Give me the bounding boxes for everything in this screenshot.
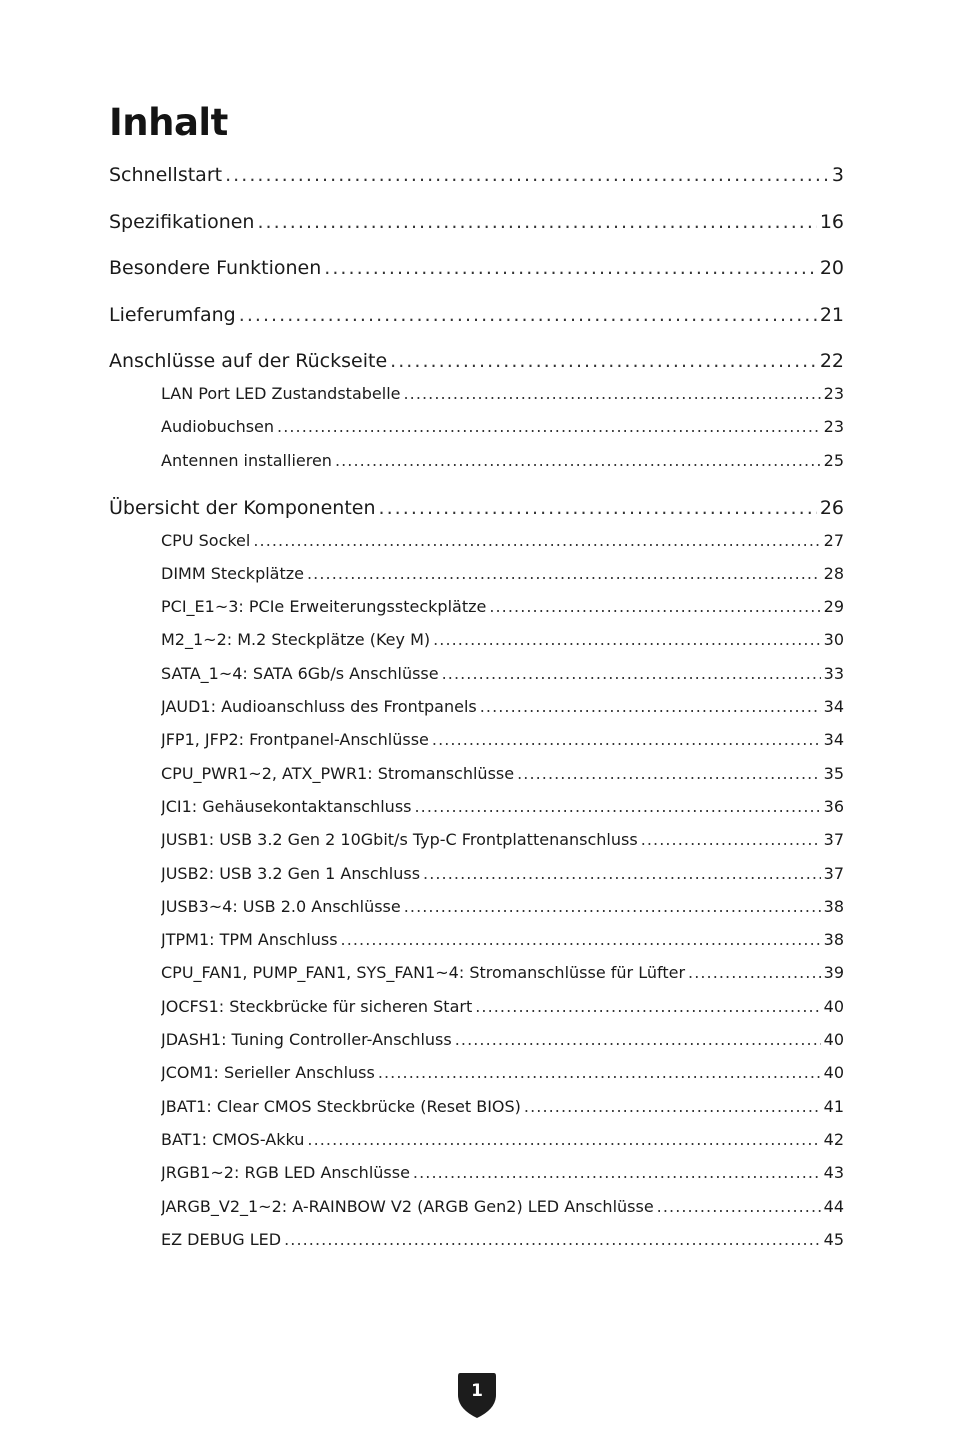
toc-section[interactable] [161,382,844,406]
toc-entry-page: 37 [823,830,844,849]
toc-entry-label: Besondere Funktionen [109,257,322,279]
toc-leader-dots [335,449,821,473]
toc-entry-label: JTPM1: TPM Anschluss [161,930,338,949]
toc-section[interactable] [161,529,844,553]
toc-leader-dots [307,1128,820,1152]
toc-leader-dots [284,1228,821,1252]
toc-entry-label: Übersicht der Komponenten [109,497,376,519]
toc-entry-label: CPU_FAN1, PUMP_FAN1, SYS_FAN1~4: Stromanschlüsse für Lüfter [161,963,686,982]
toc-section[interactable] [161,662,844,686]
toc-section[interactable] [161,961,844,985]
toc-entry-label: JRGB1~2: RGB LED Anschlüsse [161,1163,410,1182]
toc-entry-label: JBAT1: Clear CMOS Steckbrücke (Reset BIOS) [161,1097,521,1116]
toc-leader-dots [324,254,817,282]
toc-section[interactable] [161,728,844,752]
toc-entry-page: 34 [823,697,844,716]
toc-entry-page: 39 [823,963,844,982]
toc-leader-dots [517,762,821,786]
toc-section[interactable] [161,1028,844,1052]
toc-entry-label: M2_1~2: M.2 Steckplätze (Key M) [161,630,431,649]
toc-leader-dots [379,494,817,522]
toc-section[interactable] [161,1161,844,1185]
toc-entry-page: 38 [823,930,844,949]
toc-entry-label: Lieferumfang [109,304,236,326]
toc-leader-dots [475,995,820,1019]
toc-leader-dots [307,562,821,586]
toc-entry-page: 28 [823,564,844,583]
toc-entry-page: 23 [823,417,844,436]
toc-leader-dots [524,1095,821,1119]
toc-entry-page: 30 [823,630,844,649]
toc-leader-dots [432,728,821,752]
toc-section[interactable] [161,828,844,852]
page-title: Inhalt [109,101,228,144]
toc-section[interactable] [161,415,844,439]
toc-leader-dots [688,961,821,985]
toc-section[interactable] [161,562,844,586]
toc-entry-page: 45 [823,1230,844,1249]
toc-entry-page: 22 [819,350,844,372]
toc-entry-label: JCOM1: Serieller Anschluss [161,1063,375,1082]
toc-section[interactable] [161,862,844,886]
toc-entry-label: JOCFS1: Steckbrücke für sicheren Start [161,997,473,1016]
toc-leader-dots [641,828,821,852]
toc-entry-page: 26 [819,497,844,519]
toc-entry-page: 44 [823,1197,844,1216]
toc-entry-label: Audiobuchsen [161,417,275,436]
toc-entry-label: JCI1: Gehäusekontaktanschluss [161,797,412,816]
toc-entry-page: 23 [823,384,844,403]
toc-entry-label: JAUD1: Audioanschluss des Frontpanels [161,697,477,716]
toc-section[interactable] [161,928,844,952]
toc-leader-dots [433,628,821,652]
toc-entry-label: SATA_1~4: SATA 6Gb/s Anschlüsse [161,664,439,683]
toc-section[interactable] [161,995,844,1019]
toc-leader-dots [378,1061,821,1085]
toc-entry-label: JUSB2: USB 3.2 Gen 1 Anschluss [161,864,421,883]
toc-leader-dots [403,382,820,406]
toc-chapter[interactable] [109,301,844,329]
toc-entry-page: 29 [823,597,844,616]
toc-leader-dots [415,795,821,819]
toc-entry-page: 36 [823,797,844,816]
toc-section[interactable] [161,595,844,619]
toc-entry-label: Schnellstart [109,164,223,186]
toc-entry-page: 40 [823,997,844,1016]
toc-entry-page: 41 [823,1097,844,1116]
toc-entry-page: 35 [823,764,844,783]
toc-chapter[interactable] [109,347,844,375]
page-number: 1 [471,1381,483,1401]
toc-section[interactable] [161,1195,844,1219]
toc-leader-dots [225,161,829,189]
toc-leader-dots [413,1161,821,1185]
toc-entry-page: 40 [823,1030,844,1049]
toc-entry-label: EZ DEBUG LED [161,1230,282,1249]
toc-section[interactable] [161,895,844,919]
toc-entry-label: JUSB1: USB 3.2 Gen 2 10Gbit/s Typ-C Frontplattenanschluss [161,830,638,849]
toc-section[interactable] [161,1095,844,1119]
toc-entry-label: CPU_PWR1~2, ATX_PWR1: Stromanschlüsse [161,764,515,783]
toc-entry-page: 37 [823,864,844,883]
toc-entry-page: 21 [819,304,844,326]
toc-leader-dots [657,1195,821,1219]
toc-entry-page: 20 [819,257,844,279]
toc-entry-label: DIMM Steckplätze [161,564,304,583]
toc-entry-label: JFP1, JFP2: Frontpanel-Anschlüsse [161,730,429,749]
toc-chapter[interactable] [109,161,844,189]
toc-leader-dots [455,1028,821,1052]
toc-section[interactable] [161,1228,844,1252]
toc-entry-label: JARGB_V2_1~2: A-RAINBOW V2 (ARGB Gen2) LED Anschlüsse [161,1197,654,1216]
toc-leader-dots [341,928,821,952]
toc-section[interactable] [161,695,844,719]
toc-section[interactable] [161,762,844,786]
toc-leader-dots [442,662,821,686]
toc-entry-label: Anschlüsse auf der Rückseite [109,350,388,372]
toc-entry-page: 3 [831,164,844,186]
toc-section[interactable] [161,1128,844,1152]
toc-chapter[interactable] [109,494,844,522]
toc-entry-label: JDASH1: Tuning Controller-Anschluss [161,1030,452,1049]
toc-leader-dots [277,415,821,439]
toc-section[interactable] [161,795,844,819]
toc-leader-dots [404,895,821,919]
toc-entry-label: PCI_E1~3: PCIe Erweiterungssteckplätze [161,597,487,616]
toc-leader-dots [239,301,817,329]
toc-entry-page: 42 [823,1130,844,1149]
toc-section[interactable] [161,628,844,652]
toc-chapter[interactable] [109,208,844,236]
toc-entry-label: LAN Port LED Zustandstabelle [161,384,401,403]
toc-section[interactable] [161,1061,844,1085]
toc-entry-page: 38 [823,897,844,916]
toc-entry-page: 27 [823,531,844,550]
toc-leader-dots [423,862,821,886]
toc-entry-label: BAT1: CMOS-Akku [161,1130,305,1149]
toc-entry-page: 16 [819,211,844,233]
toc-entry-page: 33 [823,664,844,683]
toc-leader-dots [489,595,820,619]
toc-entry-label: CPU Sockel [161,531,251,550]
toc-leader-dots [253,529,820,553]
toc-chapter[interactable] [109,254,844,282]
toc-entry-page: 40 [823,1063,844,1082]
toc-entry-label: Antennen installieren [161,451,332,470]
toc-entry-label: Spezifikationen [109,211,255,233]
toc-section[interactable] [161,449,844,473]
toc-entry-label: JUSB3~4: USB 2.0 Anschlüsse [161,897,401,916]
toc-entry-page: 43 [823,1163,844,1182]
toc-entry-page: 34 [823,730,844,749]
toc-leader-dots [257,208,816,236]
toc-entry-page: 25 [823,451,844,470]
toc-leader-dots [480,695,821,719]
toc-leader-dots [390,347,817,375]
